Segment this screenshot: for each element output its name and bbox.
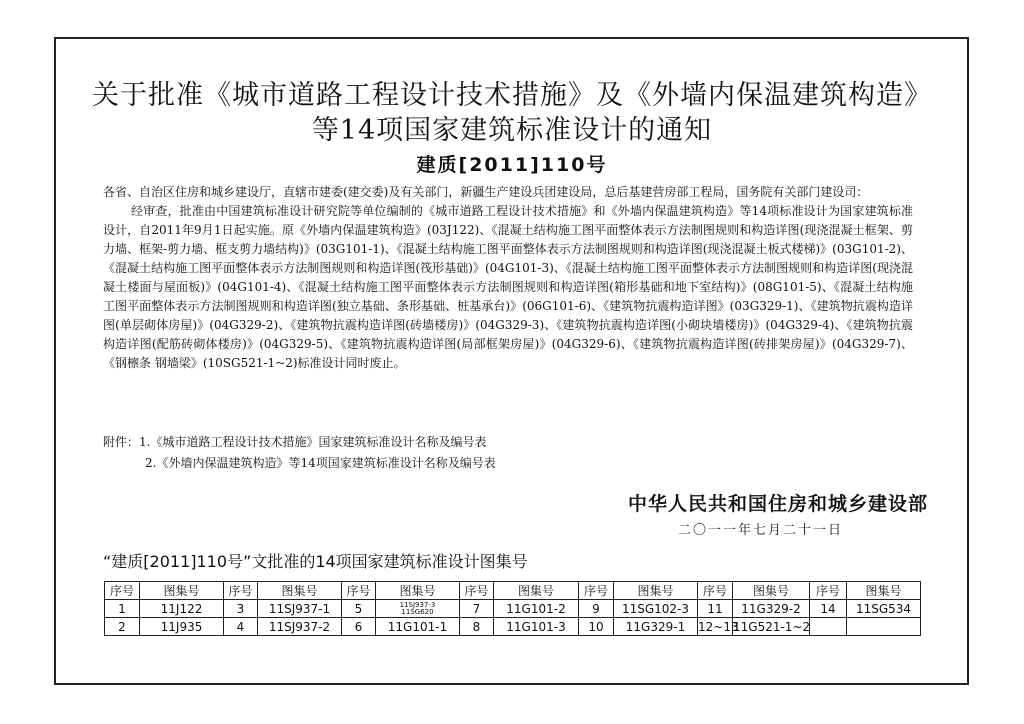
header-atlas: 图集号 [376, 582, 460, 600]
table-row [105, 618, 921, 636]
attachment-1: 附件：1.《城市道路工程设计技术措施》国家建筑标准设计名称及编号表 [103, 435, 487, 449]
atlas-table [104, 581, 921, 636]
seq-cell: 4 [224, 618, 258, 636]
atlas-cell: 11G101-3 [494, 618, 579, 636]
seq-cell: 14 [810, 600, 847, 618]
seq-cell: 9 [579, 600, 614, 618]
seq-cell: 2 [105, 618, 140, 636]
issue-date: 二〇一一年七月二十一日 [677, 523, 843, 538]
header-seq: 序号 [579, 582, 614, 600]
attachment-2: 2.《外墙内保温建筑构造》等14项国家建筑标准设计名称及编号表 [145, 456, 496, 470]
seq-cell: 8 [460, 618, 494, 636]
header-atlas: 图集号 [494, 582, 579, 600]
atlas-cell: 11SJ937-1 [258, 600, 342, 618]
header-seq: 序号 [810, 582, 847, 600]
header-seq: 序号 [105, 582, 140, 600]
header-atlas: 图集号 [847, 582, 921, 600]
atlas-cell: 11G101-1 [376, 618, 460, 636]
notice-body [103, 183, 913, 373]
title-line-2: 等14项国家建筑标准设计的通知 [311, 115, 713, 146]
atlas-cell: 11G329-2 [733, 600, 810, 618]
seq-cell: 1 [105, 600, 140, 618]
header-seq: 序号 [460, 582, 494, 600]
table-row [105, 600, 921, 618]
atlas-cell [847, 618, 921, 636]
header-seq: 序号 [224, 582, 258, 600]
seq-cell: 6 [342, 618, 376, 636]
atlas-cell: 11SG534 [847, 600, 921, 618]
atlas-cell: 11SJ937-2 [258, 618, 342, 636]
header-atlas: 图集号 [614, 582, 698, 600]
table-title: “建质[2011]110号”文批准的14项国家建筑标准设计图集号 [103, 552, 528, 571]
title-line-1: 关于批准《城市道路工程设计技术措施》及《外墙内保温建筑构造》 [92, 80, 932, 111]
atlas-cell-double [376, 600, 460, 618]
issuer: 中华人民共和国住房和城乡建设部 [627, 493, 928, 515]
header-atlas: 图集号 [733, 582, 810, 600]
header-seq: 序号 [698, 582, 733, 600]
atlas-cell: 11J935 [140, 618, 224, 636]
seq-cell: 7 [460, 600, 494, 618]
seq-cell: 5 [342, 600, 376, 618]
atlas-cell: 11J122 [140, 600, 224, 618]
atlas-cell: 11G101-2 [494, 600, 579, 618]
recipients: 各省、自治区住房和城乡建设厅，直辖市建委(建交委)及有关部门，新疆生产建设兵团建设局，总后基建营房部工程局，国务院有关部门建设司： [103, 185, 869, 199]
seq-cell: 10 [579, 618, 614, 636]
notice-paragraph: 经审查，批准由中国建筑标准设计研究院等单位编制的《城市道路工程设计技术措施》和《外墙内保温建筑构造》等14项标准设计为国家建筑标准设计，自2011年9月1日起实施。原《外墙内保温建筑构造》(03J122)、《混凝土结构施工图平面整体表示方法制图规则和构造详图(现浇混凝土框架、剪力墙、框架-剪力墙、框支剪力墙结构)》(03G101-1)、《混凝土结构施工图平面整体表示方法制图规则和构造详图(现浇混凝土板式楼梯)》(03G101-2)、《混凝土结构施工图平面整体表示方法制图规则和构造详图(筏形基础)》(04G101-3)、《混凝土结构施工图平面整体表示方法制图规则和构造详图(现浇混凝土楼面与屋面板)》(04G101-4)、《混凝土结构施工图平面整体表示方法制图规则和构造详图(箱形基础和地下室结构)》(08G101-5)、《混凝土结构施工图平面整体表示方法制图规则和构造详图(独立基础、条形基础、桩基承台)》(06G101-6)、《建筑物抗震构造详图》(03G329-1)、《建筑物抗震构造详图(单层砌体房屋)》(04G329-2)、《建筑物抗震构造详图(砖墙楼房)》(04G329-3)、《建筑物抗震构造详图(小砌块墙楼房)》(04G329-4)、《建筑物抗震构造详图(配筋砖砌体楼房)》(04G329-5)、《建筑物抗震构造详图(局部框架房屋)》(04G329-6)、《建筑物抗震构造详图(砖排架房屋)》(04G329-7)、《钢檩条 钢墙梁》(10SG521-1~2)标准设计同时废止。 [103, 204, 913, 370]
atlas-cell: 11G521-1~2 [733, 619, 811, 634]
atlas-cell: 11G329-1 [614, 618, 698, 636]
header-atlas: 图集号 [140, 582, 224, 600]
atlas-cell-line-b: 11SG620 [401, 607, 434, 616]
seq-cell: 3 [224, 600, 258, 618]
seq-cell: 12~13 [698, 619, 739, 634]
header-atlas: 图集号 [258, 582, 342, 600]
atlas-cell-line-a: 11SJ937-3 [399, 600, 436, 609]
atlas-cell: 11SG102-3 [614, 600, 698, 618]
seq-cell [810, 618, 847, 636]
table-header-row [105, 582, 921, 600]
header-seq: 序号 [342, 582, 376, 600]
document-number: 建质[2011]110号 [416, 154, 608, 176]
seq-cell: 11 [698, 600, 733, 618]
